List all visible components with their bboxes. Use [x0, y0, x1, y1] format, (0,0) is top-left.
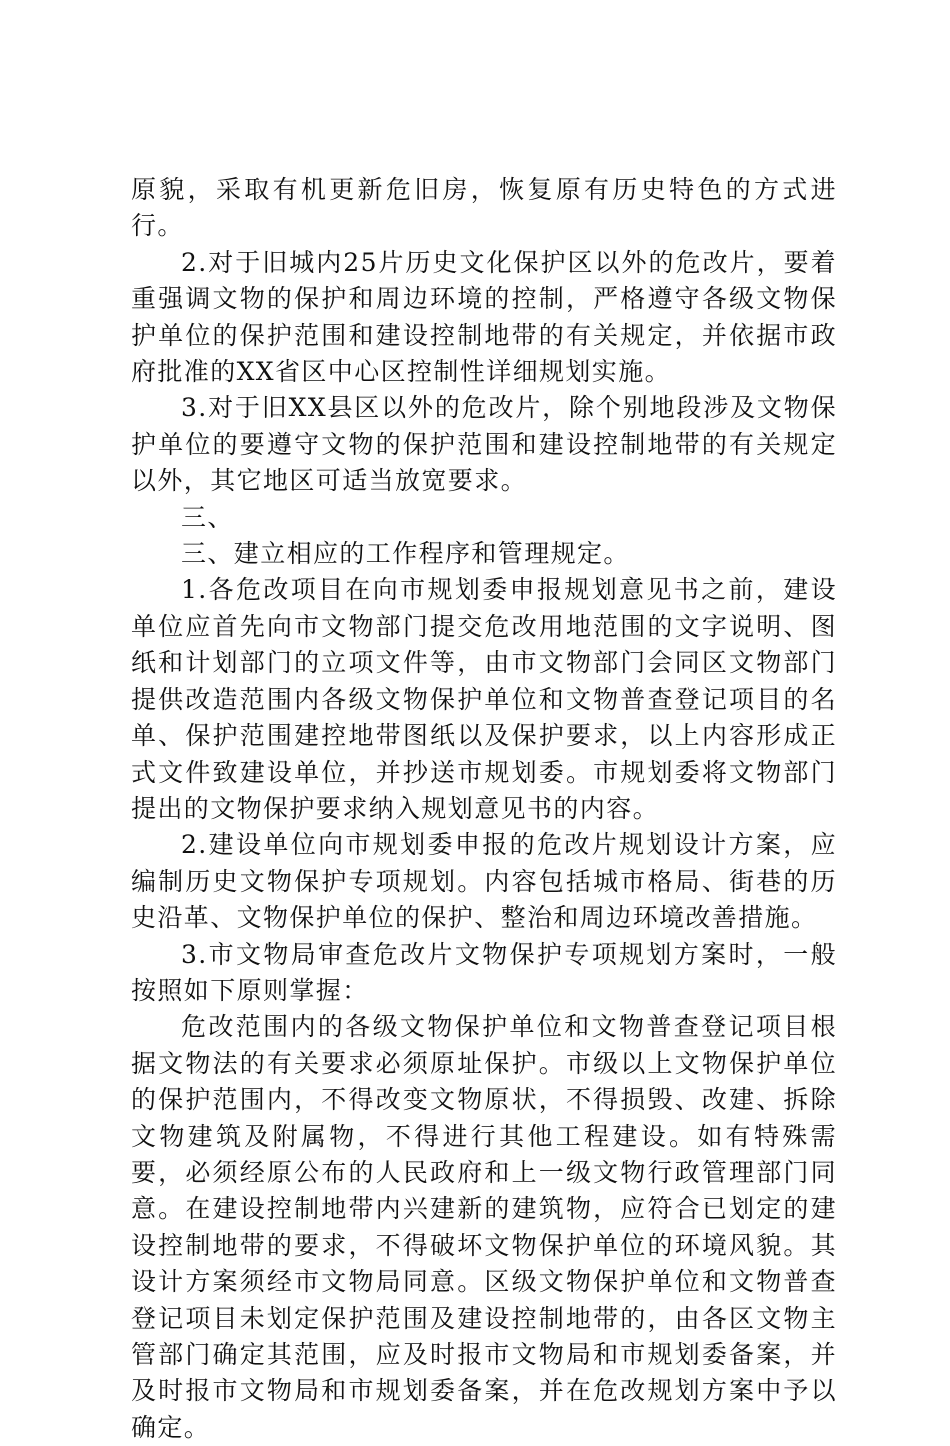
paragraph-7: 2.建设单位向市规划委申报的危改片规划设计方案，应编制历史文物保护专项规划。内容包括城市格局、街巷的历史沿革、文物保护单位的保护、整治和周边环境改善措施。: [131, 830, 837, 933]
paragraph-1: 原貌，采取有机更新危旧房，恢复原有历史特色的方式进行。: [131, 175, 837, 241]
paragraph-2: 2.对于旧城内25片历史文化保护区以外的危改片，要着重强调文物的保护和周边环境的控制，严格遵守各级文物保护单位的保护范围和建设控制地带的有关规定，并依据市政府批准的XX省区中心区控制性详细规划实施。: [131, 247, 837, 387]
paragraph-3: 3.对于旧XX县区以外的危改片，除个别地段涉及文物保护单位的要遵守文物的保护范围和建设控制地带的有关规定以外，其它地区可适当放宽要求。: [131, 393, 837, 496]
paragraph-6: 1.各危改项目在向市规划委申报规划意见书之前，建设单位应首先向市文物部门提交危改用地范围的文字说明、图纸和计划部门的立项文件等，由市文物部门会同区文物部门提供改造范围内各级文物保护单位和文物普查登记项目的名单、保护范围建控地带图纸以及保护要求，以上内容形成正式文件致建设单位，并抄送市规划委。市规划委将文物部门提出的文物保护要求纳入规划意见书的内容。: [131, 575, 837, 823]
section-heading-fragment: 三、: [181, 502, 234, 532]
paragraph-8: 3.市文物局审查危改片文物保护专项规划方案时，一般按照如下原则掌握：: [131, 939, 837, 1005]
section-heading: 三、建立相应的工作程序和管理规定。: [181, 539, 630, 569]
paragraph-9: 危改范围内的各级文物保护单位和文物普查登记项目根据文物法的有关要求必须原址保护。市级以上文物保护单位的保护范围内，不得改变文物原状，不得损毁、改建、拆除文物建筑及附属物，不得进行其他工程建设。如有特殊需要，必须经原公布的人民政府和上一级文物行政管理部门同意。在建设控制地带内兴建新的建筑物，应符合已划定的建设控制地带的要求，不得破坏文物保护单位的环境风貌。其设计方案须经市文物局同意。区级文物保护单位和文物普查登记项目未划定保护范围及建设控制地带的，由各区文物主管部门确定其范围，应及时报市文物局和市规划委备案，并及时报市文物局和市规划委备案，并在危改规划方案中予以确定。: [131, 1012, 837, 1442]
document-body: [131, 172, 837, 1446]
